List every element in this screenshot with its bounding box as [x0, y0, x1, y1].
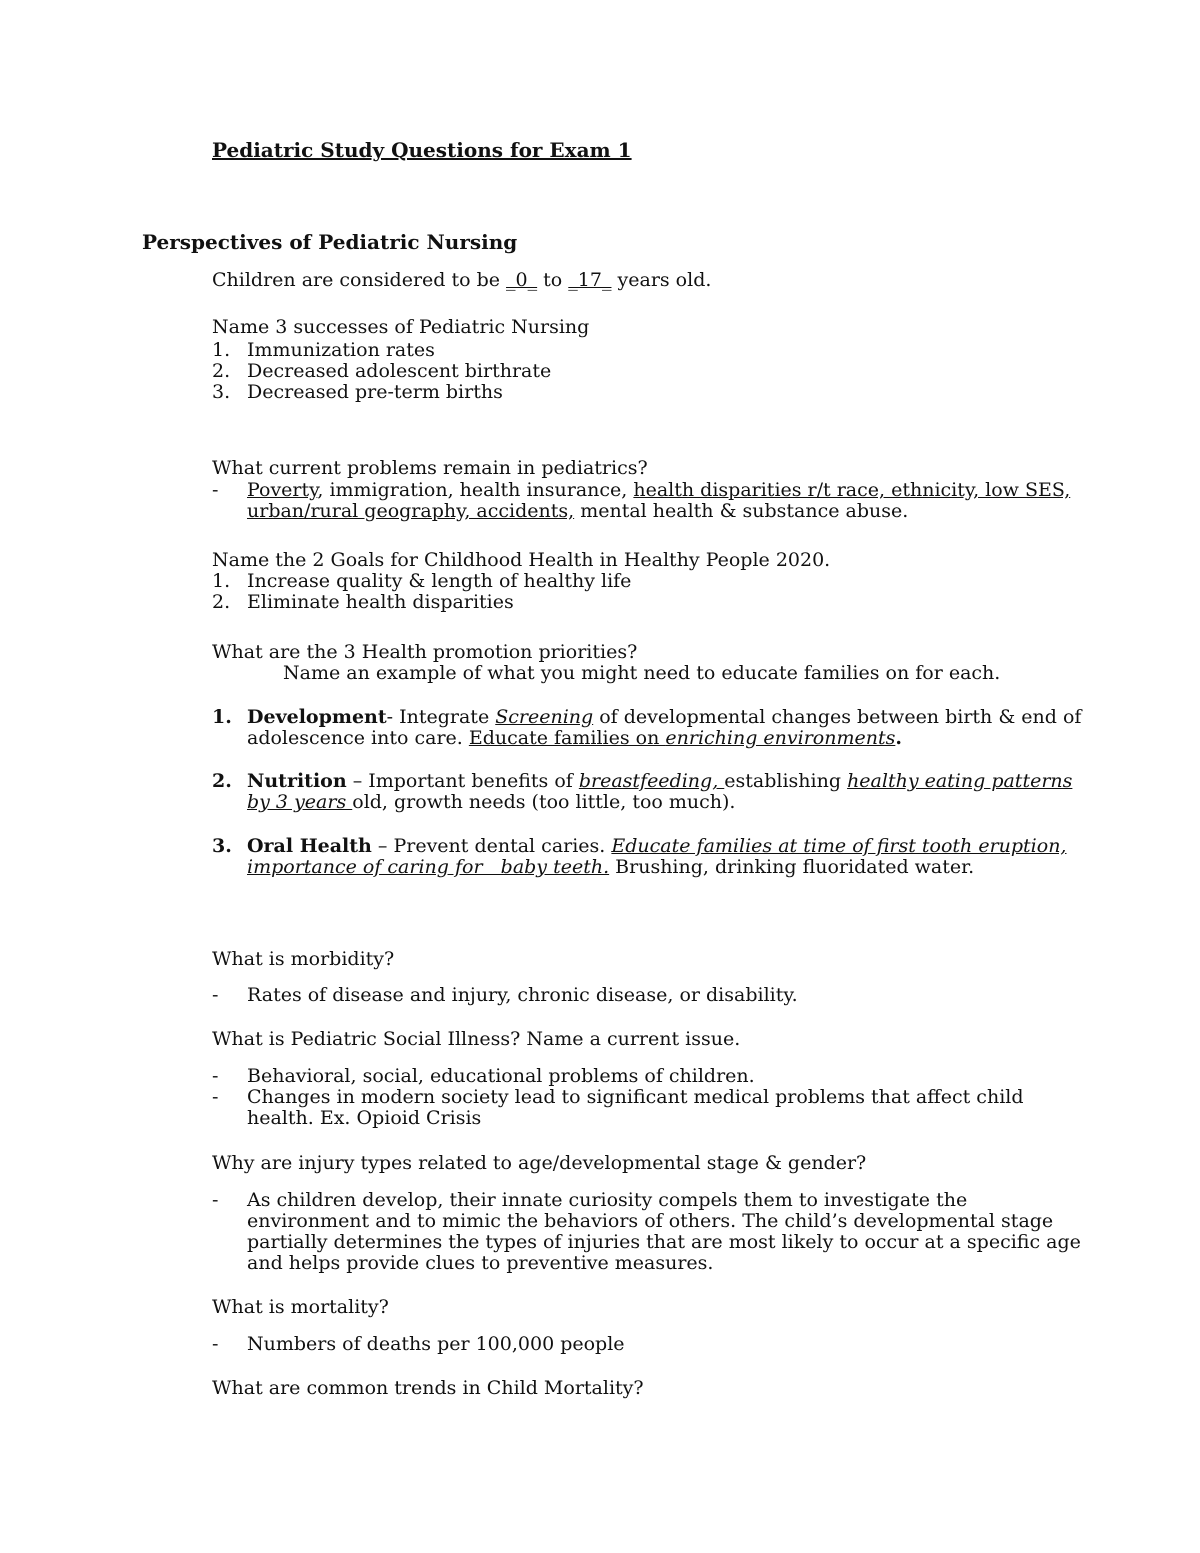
goals-question: Name the 2 Goals for Childhood Health in Healthy People 2020. — [212, 549, 831, 571]
document-page: Pediatric Study Questions for Exam 1 Perspectives of Pediatric Nursing Children are considered to be _0_ to _17_ years old. Name 3 successes of Pediatric Nursing 1. Immunization rates 2. Decreased adolescent birthrate 3. Decreased pre-term births What current problems remain in pediatrics? - Poverty, immigration, health insurance, health disparities r/t race, ethnicity, low SES, urban/rural geography, accidents, mental health & substance abuse. Name the 2 Goals for Childhood Health in Healthy People 2020. 1. Increase quality & length of healthy life 2. Eliminate health disparities What are the 3 Health promotion priorities? Name an example of what you might need to educate families on for each. 1. Development- Integrate Screening of developmental changes between birth & end of adolescence into care. Educate families on enriching environments. 2. Nutrition – Important benefits of breastfeeding, establishing healthy eating patterns by 3 years old, growth needs (too little, too much). 3. Oral Health – Prevent dental caries. Educate families at time of first tooth eruption, importance of caring for baby teeth. Brushing, drinking fluoridated water. What is morbidity? - Rates of disease and injury, chronic disease, or disability. What is Pediatric Social Illness? Name a current issue. - Behavioral, social, educational problems of children. - Changes in modern society lead to significant medical problems that affect child health. Ex. Opioid Crisis Why are injury types related to age/developmental stage & gender? - As children develop, their innate curiosity compels them to investigate the environment and to mimic the behaviors of others. The child’s developmental stage partially determines the types of injuries that are most likely to occur at a specific age and helps provide clues to preventive measures. What is mortality? - Numbers of deaths per 100,000 people What are common trends in Child Mortality? — [142, 138, 1082, 1399]
section-heading: Perspectives of Pediatric Nursing — [142, 230, 518, 254]
injury-question: Why are injury types related to age/developmental stage & gender? — [212, 1152, 867, 1174]
age-min-blank: _0_ — [506, 269, 538, 291]
problems-question: What current problems remain in pediatrics? — [212, 457, 648, 479]
document-title: Pediatric Study Questions for Exam 1 — [212, 138, 632, 162]
age-range-statement: Children are considered to be _0_ to _17_ years old. — [212, 269, 712, 291]
morbidity-question: What is morbidity? — [212, 948, 395, 970]
priorities-subquestion: Name an example of what you might need to educate families on for each. — [283, 662, 1001, 684]
priorities-question: What are the 3 Health promotion priorities? — [212, 641, 638, 663]
trends-question: What are common trends in Child Mortality? — [212, 1377, 644, 1399]
successes-question: Name 3 successes of Pediatric Nursing — [212, 316, 590, 338]
social-illness-question: What is Pediatric Social Illness? Name a current issue. — [212, 1028, 741, 1050]
mortality-question: What is mortality? — [212, 1296, 389, 1318]
age-max-blank: _17_ — [568, 269, 612, 291]
